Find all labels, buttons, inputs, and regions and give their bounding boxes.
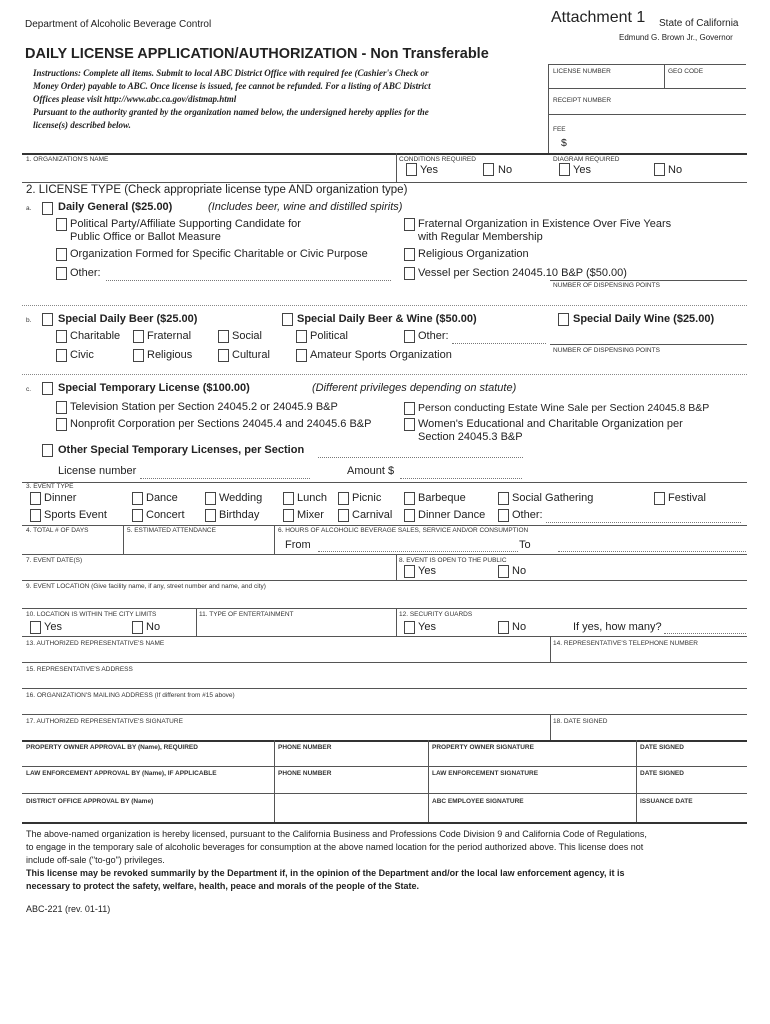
amount-field[interactable] bbox=[400, 478, 522, 479]
womens-org-label: Women's Educational and Charitable Organization per bbox=[418, 418, 683, 430]
special-beer-wine-checkbox[interactable] bbox=[282, 313, 293, 326]
cultural-checkbox[interactable] bbox=[218, 349, 229, 362]
barbeque-checkbox[interactable] bbox=[404, 492, 415, 505]
to-field[interactable] bbox=[558, 551, 746, 552]
womens-org-checkbox[interactable] bbox=[404, 418, 415, 431]
nonprofit-checkbox[interactable] bbox=[56, 418, 67, 431]
form-id: ABC-221 (rev. 01-11) bbox=[26, 904, 111, 914]
birthday-checkbox[interactable] bbox=[205, 509, 216, 522]
lunch-label: Lunch bbox=[297, 492, 327, 504]
concert-label: Concert bbox=[146, 509, 185, 521]
form-title: DAILY LICENSE APPLICATION/AUTHORIZATION - Non Transferable bbox=[25, 46, 489, 62]
conditions-no-label: No bbox=[498, 164, 513, 176]
rep-phone-label: 14. REPRESENTATIVE'S TELEPHONE NUMBER bbox=[553, 640, 698, 647]
governor-label: Edmund G. Brown Jr., Governor bbox=[619, 33, 733, 42]
political-party-checkbox[interactable] bbox=[56, 218, 67, 231]
open-public-label: 8. EVENT IS OPEN TO THE PUBLIC bbox=[399, 557, 507, 564]
open-public-no-label: No bbox=[512, 565, 527, 577]
law-approval-label: LAW ENFORCEMENT APPROVAL BY (Name), IF APPLICABLE bbox=[26, 770, 217, 777]
barbeque-label: Barbeque bbox=[418, 492, 466, 504]
conditions-required-label: CONDITIONS REQUIRED bbox=[399, 156, 476, 163]
religious-organization-label: Religious Organization bbox=[418, 248, 529, 260]
owner-date-label: DATE SIGNED bbox=[640, 744, 684, 751]
civic-checkbox[interactable] bbox=[56, 349, 67, 362]
dance-checkbox[interactable] bbox=[132, 492, 143, 505]
fraternal-five-years-label-2: with Regular Membership bbox=[418, 231, 543, 243]
womens-org-label-2: Section 24045.3 B&P bbox=[418, 431, 523, 443]
dispensing-points-label: NUMBER OF DISPENSING POINTS bbox=[553, 282, 660, 289]
total-days-label: 4. TOTAL # OF DAYS bbox=[26, 527, 89, 534]
department-name: Department of Alcoholic Beverage Control bbox=[25, 19, 212, 30]
city-limits-yes-checkbox[interactable] bbox=[30, 621, 41, 634]
religious-label: Religious bbox=[147, 349, 193, 361]
license-number-field-label: License number bbox=[58, 465, 137, 477]
city-limits-no-label: No bbox=[146, 621, 161, 633]
dinner-dance-checkbox[interactable] bbox=[404, 509, 415, 522]
nonprofit-label: Nonprofit Corporation per Sections 24045.4 and 24045.6 B&P bbox=[70, 418, 372, 430]
other-a-checkbox[interactable] bbox=[56, 267, 67, 280]
charitable-checkbox[interactable] bbox=[56, 330, 67, 343]
special-beer-label: Special Daily Beer ($25.00) bbox=[58, 313, 198, 325]
festival-checkbox[interactable] bbox=[654, 492, 665, 505]
event-dates-label: 7. EVENT DATE(S) bbox=[26, 557, 83, 564]
political-party-label-2: Public Office or Ballot Measure bbox=[70, 231, 221, 243]
attachment-label: Attachment 1 bbox=[551, 9, 646, 26]
social-gathering-label: Social Gathering bbox=[512, 492, 594, 504]
hours-label: 6. HOURS OF ALCOHOLIC BEVERAGE SALES, SERVICE AND/OR CONSUMPTION bbox=[278, 527, 529, 534]
attendance-label: 5. ESTIMATED ATTENDANCE bbox=[127, 527, 216, 534]
district-approval-label: DISTRICT OFFICE APPROVAL BY (Name) bbox=[26, 798, 154, 805]
other-b-checkbox[interactable] bbox=[404, 330, 415, 343]
picnic-label: Picnic bbox=[352, 492, 382, 504]
social-checkbox[interactable] bbox=[218, 330, 229, 343]
other-special-label: Other Special Temporary Licenses, per Section bbox=[58, 444, 305, 456]
amateur-sports-label: Amateur Sports Organization bbox=[310, 349, 452, 361]
other-event-field[interactable] bbox=[546, 522, 741, 523]
rep-name-label: 13. AUTHORIZED REPRESENTATIVE'S NAME bbox=[26, 640, 165, 647]
conditions-yes-label: Yes bbox=[420, 164, 438, 176]
concert-checkbox[interactable] bbox=[132, 509, 143, 522]
daily-general-note: (Includes beer, wine and distilled spirits) bbox=[208, 201, 403, 213]
other-event-label: Other: bbox=[512, 509, 543, 521]
license-number-label: LICENSE NUMBER bbox=[553, 68, 611, 75]
daily-general-label: Daily General ($25.00) bbox=[58, 201, 173, 213]
section-c-marker: c. bbox=[26, 386, 32, 393]
dinner-label: Dinner bbox=[44, 492, 77, 504]
from-label: From bbox=[285, 539, 311, 551]
political-party-label: Political Party/Affiliate Supporting Candidate for bbox=[70, 218, 301, 230]
mixer-label: Mixer bbox=[297, 509, 324, 521]
owner-approval-label: PROPERTY OWNER APPROVAL BY (Name), REQUIRED bbox=[26, 744, 198, 751]
open-public-yes-label: Yes bbox=[418, 565, 436, 577]
law-date-label: DATE SIGNED bbox=[640, 770, 684, 777]
license-type-heading: 2. LICENSE TYPE (Check appropriate license type AND organization type) bbox=[26, 184, 408, 196]
estate-wine-checkbox[interactable] bbox=[404, 402, 415, 415]
civic-purpose-checkbox[interactable] bbox=[56, 248, 67, 261]
sports-event-label: Sports Event bbox=[44, 509, 107, 521]
from-field[interactable] bbox=[318, 551, 518, 552]
daily-general-checkbox[interactable] bbox=[42, 202, 53, 215]
special-beer-wine-label: Special Daily Beer & Wine ($50.00) bbox=[297, 313, 477, 325]
social-gathering-checkbox[interactable] bbox=[498, 492, 509, 505]
religious-checkbox[interactable] bbox=[133, 349, 144, 362]
estate-wine-label: Person conducting Estate Wine Sale per Section 24045.8 B&P bbox=[418, 402, 710, 414]
state-label: State of California bbox=[659, 18, 739, 29]
fraternal-label: Fraternal bbox=[147, 330, 192, 342]
festival-label: Festival bbox=[668, 492, 706, 504]
law-signature-label: LAW ENFORCEMENT SIGNATURE bbox=[432, 770, 539, 777]
org-name-label: 1. ORGANIZATION'S NAME bbox=[26, 156, 109, 163]
security-guards-label: 12. SECURITY GUARDS bbox=[399, 611, 473, 618]
law-phone-label: PHONE NUMBER bbox=[278, 770, 332, 777]
special-temporary-note: (Different privileges depending on statute) bbox=[312, 382, 517, 394]
diagram-yes-label: Yes bbox=[573, 164, 591, 176]
wedding-label: Wedding bbox=[219, 492, 263, 504]
tv-station-label: Television Station per Section 24045.2 or 24045.9 B&P bbox=[70, 401, 338, 413]
charitable-label: Charitable bbox=[70, 330, 121, 342]
fee-dollar-sign: $ bbox=[561, 137, 567, 149]
owner-signature-label: PROPERTY OWNER SIGNATURE bbox=[432, 744, 534, 751]
to-label: To bbox=[519, 539, 531, 551]
social-label: Social bbox=[232, 330, 262, 342]
conditions-no-checkbox[interactable] bbox=[483, 163, 494, 176]
political-checkbox[interactable] bbox=[296, 330, 307, 343]
security-no-checkbox[interactable] bbox=[498, 621, 509, 634]
security-no-label: No bbox=[512, 621, 527, 633]
vessel-checkbox[interactable] bbox=[404, 267, 415, 280]
amount-label: Amount $ bbox=[347, 465, 395, 477]
other-b-field[interactable] bbox=[452, 343, 546, 344]
sports-event-checkbox[interactable] bbox=[30, 509, 41, 522]
civic-purpose-label: Organization Formed for Specific Charitable or Civic Purpose bbox=[70, 248, 368, 260]
geo-code-label: GEO CODE bbox=[668, 68, 704, 75]
other-a-label: Other: bbox=[70, 267, 101, 279]
owner-phone-label: PHONE NUMBER bbox=[278, 744, 332, 751]
entertainment-label: 11. TYPE OF ENTERTAINMENT bbox=[199, 611, 294, 618]
fraternal-five-years-checkbox[interactable] bbox=[404, 218, 415, 231]
mixer-checkbox[interactable] bbox=[283, 509, 294, 522]
how-many-label: If yes, how many? bbox=[573, 621, 662, 633]
open-public-yes-checkbox[interactable] bbox=[404, 565, 415, 578]
section-a-marker: a. bbox=[26, 205, 32, 212]
lunch-checkbox[interactable] bbox=[283, 492, 294, 505]
cultural-label: Cultural bbox=[232, 349, 270, 361]
special-wine-checkbox[interactable] bbox=[558, 313, 569, 326]
rep-signature-label: 17. AUTHORIZED REPRESENTATIVE'S SIGNATURE bbox=[26, 718, 183, 725]
carnival-label: Carnival bbox=[352, 509, 393, 521]
vessel-label: Vessel per Section 24045.10 B&P ($50.00) bbox=[418, 267, 627, 279]
event-type-label: 3. EVENT TYPE bbox=[26, 483, 74, 490]
religious-organization-checkbox[interactable] bbox=[404, 248, 415, 261]
conditions-yes-checkbox[interactable] bbox=[406, 163, 417, 176]
receipt-number-label: RECEIPT NUMBER bbox=[553, 97, 612, 104]
city-limits-no-checkbox[interactable] bbox=[132, 621, 143, 634]
abc-signature-label: ABC EMPLOYEE SIGNATURE bbox=[432, 798, 524, 805]
city-limits-label: 10. LOCATION IS WITHIN THE CITY LIMITS bbox=[26, 611, 157, 618]
wedding-checkbox[interactable] bbox=[205, 492, 216, 505]
fraternal-checkbox[interactable] bbox=[133, 330, 144, 343]
diagram-yes-checkbox[interactable] bbox=[559, 163, 570, 176]
special-temporary-checkbox[interactable] bbox=[42, 382, 53, 395]
dinner-checkbox[interactable] bbox=[30, 492, 41, 505]
fee-label: FEE bbox=[553, 126, 566, 133]
open-public-no-checkbox[interactable] bbox=[498, 565, 509, 578]
other-special-checkbox[interactable] bbox=[42, 444, 53, 457]
diagram-no-checkbox[interactable] bbox=[654, 163, 665, 176]
political-label: Political bbox=[310, 330, 348, 342]
section-b-marker: b. bbox=[26, 317, 32, 324]
special-temporary-label: Special Temporary License ($100.00) bbox=[58, 382, 250, 394]
other-special-section-field[interactable] bbox=[318, 457, 523, 458]
event-location-label: 9. EVENT LOCATION (Give facility name, if any, street number and name, and city) bbox=[26, 583, 266, 590]
carnival-checkbox[interactable] bbox=[338, 509, 349, 522]
security-yes-checkbox[interactable] bbox=[404, 621, 415, 634]
birthday-label: Birthday bbox=[219, 509, 260, 521]
dispensing-points-label-2: NUMBER OF DISPENSING POINTS bbox=[553, 347, 660, 354]
picnic-checkbox[interactable] bbox=[338, 492, 349, 505]
tv-station-checkbox[interactable] bbox=[56, 401, 67, 414]
security-yes-label: Yes bbox=[418, 621, 436, 633]
special-wine-label: Special Daily Wine ($25.00) bbox=[573, 313, 715, 325]
license-number-field[interactable] bbox=[140, 478, 310, 479]
how-many-field[interactable] bbox=[664, 633, 746, 634]
civic-label: Civic bbox=[70, 349, 94, 361]
amateur-sports-checkbox[interactable] bbox=[296, 349, 307, 362]
special-beer-checkbox[interactable] bbox=[42, 313, 53, 326]
other-event-checkbox[interactable] bbox=[498, 509, 509, 522]
issuance-date-label: ISSUANCE DATE bbox=[640, 798, 693, 805]
diagram-no-label: No bbox=[668, 164, 683, 176]
diagram-required-label: DIAGRAM REQUIRED bbox=[553, 156, 620, 163]
other-a-field[interactable] bbox=[106, 280, 391, 281]
dinner-dance-label: Dinner Dance bbox=[418, 509, 486, 521]
city-limits-yes-label: Yes bbox=[44, 621, 62, 633]
date-signed-label: 18. DATE SIGNED bbox=[553, 718, 608, 725]
dance-label: Dance bbox=[146, 492, 178, 504]
rep-address-label: 15. REPRESENTATIVE'S ADDRESS bbox=[26, 666, 133, 673]
mailing-address-label: 16. ORGANIZATION'S MAILING ADDRESS (If different from #15 above) bbox=[26, 692, 235, 699]
fraternal-five-years-label: Fraternal Organization in Existence Over Five Years bbox=[418, 218, 672, 230]
other-b-label: Other: bbox=[418, 330, 449, 342]
